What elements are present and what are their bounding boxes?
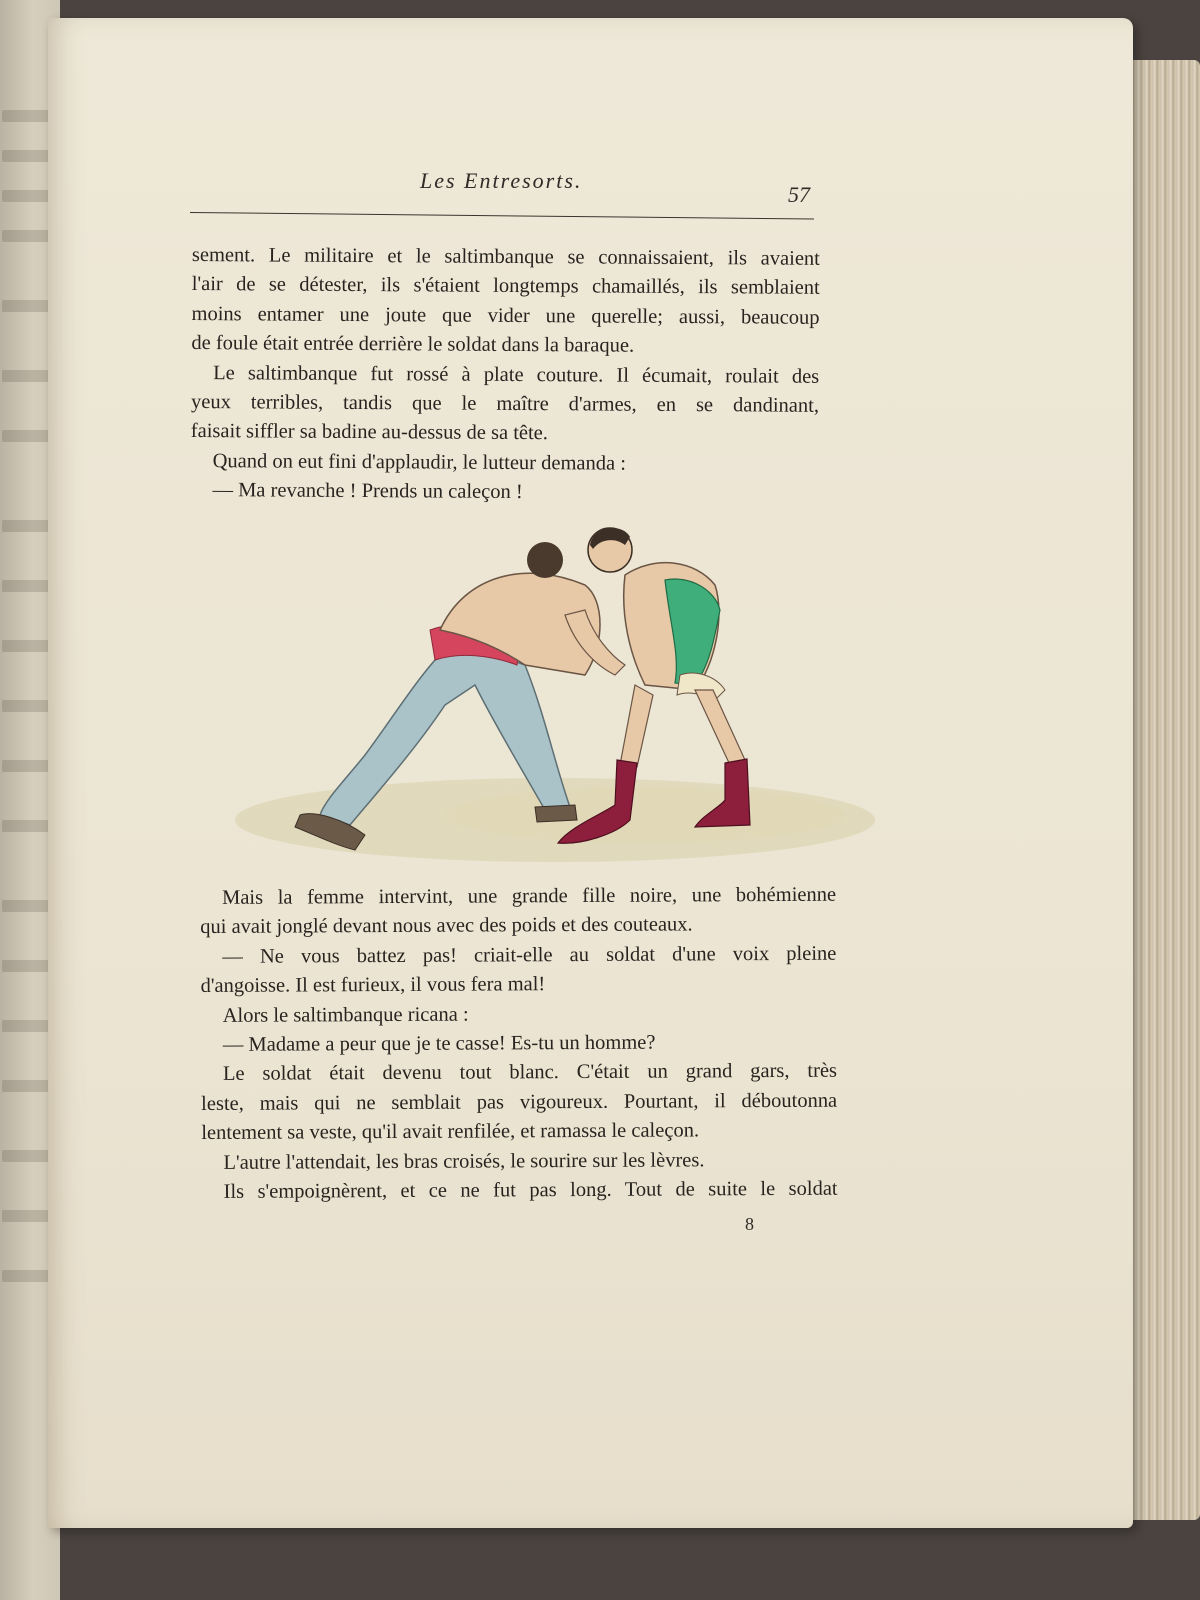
text-line: Quand on eut fini d'applaudir, le lutteur demanda : bbox=[212, 449, 627, 475]
text-line: sement. Le militaire et le saltimbanque se connaissaient, ils avaient bbox=[191, 243, 820, 270]
text-line: lentement sa veste, qu'il avait renfilée, et ramassa le caleçon. bbox=[201, 1119, 700, 1145]
text-line: qui avait jonglé devant nous avec des poids et des couteaux. bbox=[200, 913, 693, 939]
text-line: l'air de se détester, ils s'étaient longtemps chamaillés, ils semblaient bbox=[191, 273, 820, 300]
text-line: Le soldat était devenu tout blanc. C'était un grand gars, très bbox=[222, 1060, 838, 1086]
wrestlers-illustration bbox=[225, 515, 875, 875]
signature-mark: 8 bbox=[745, 1214, 754, 1234]
text-line: Ils s'empoignèrent, et ce ne fut pas long. Tout de suite le soldat bbox=[223, 1177, 838, 1203]
text-line: Alors le saltimbanque ricana : bbox=[222, 1003, 469, 1027]
text-line: faisait siffler sa badine au-dessus de sa tête. bbox=[190, 420, 549, 445]
text-line: — Ma revanche ! Prends un caleçon ! bbox=[212, 479, 523, 504]
text-line: leste, mais qui ne semblait pas vigoureux. Pourtant, il déboutonna bbox=[201, 1089, 838, 1115]
text-line: — Ne vous battez pas! criait-elle au soldat d'une voix pleine bbox=[222, 942, 837, 968]
text-line: — Madame a peur que je te casse! Es-tu un homme? bbox=[222, 1031, 656, 1056]
page-number: 57 bbox=[788, 182, 810, 207]
text-line: Mais la femme intervint, une grande fille noire, une bohémienne bbox=[222, 883, 837, 909]
text-line: yeux terribles, tandis que le maître d'armes, en se dandinant, bbox=[190, 391, 820, 417]
text-line: moins entamer une joute que vider une querelle; aussi, beaucoup bbox=[191, 302, 820, 329]
text-line: de foule était entrée derrière le soldat dans la baraque. bbox=[191, 332, 635, 357]
top-paragraph bbox=[190, 241, 820, 509]
text-line: d'angoisse. Il est furieux, il vous fera mal! bbox=[200, 973, 546, 998]
running-title: Les Entresorts. bbox=[420, 168, 583, 193]
text-line: Le saltimbanque fut rossé à plate couture. Il écumait, roulait des bbox=[213, 361, 820, 388]
bottom-paragraph bbox=[200, 881, 838, 1208]
text-line: L'autre l'attendait, les bras croisés, le sourire sur les lèvres. bbox=[223, 1149, 705, 1174]
